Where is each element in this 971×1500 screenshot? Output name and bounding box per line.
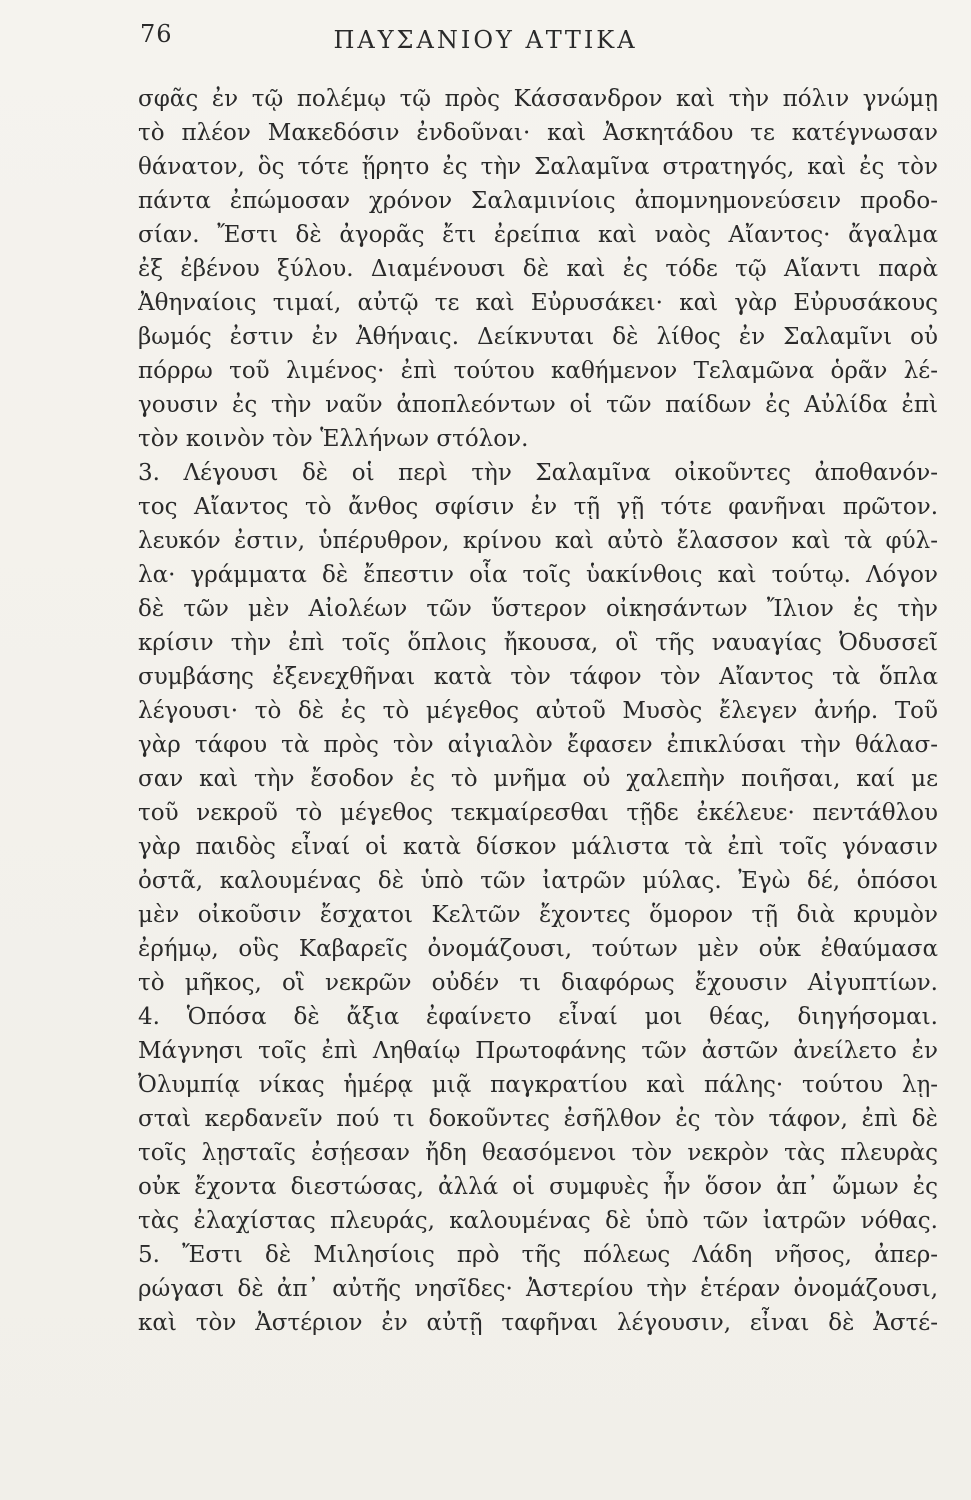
running-head: ΠΑΥΣΑΝΙΟΥ ΑΤΤΙΚΑ [333, 26, 638, 54]
text-line: οὐκ ἔχοντα διεστώσας, ἀλλά οἱ συμφυὲς ἦν ὅσον ἀπ᾽ ὤμων ἐς [138, 1174, 938, 1200]
text-line: τος Αἴαντος τὸ ἄνθος σφίσιν ἐν τῇ γῇ τότε φανῆναι πρῶτον. [138, 494, 938, 520]
text-line: βωμός ἐστιν ἐν Ἀθήναις. Δείκνυται δὲ λίθος ἐν Σαλαμῖνι οὐ [138, 324, 938, 350]
body-text [138, 82, 938, 1340]
text-line: σαν καὶ τὴν ἔσοδον ἐς τὸ μνῆμα οὐ χαλεπὴν ποιῆσαι, καί με [138, 766, 938, 792]
text-line: πόρρω τοῦ λιμένος· ἐπὶ τούτου καθήμενον Τελαμῶνα ὁρᾶν λέ- [138, 358, 938, 384]
text-line: τοῦ νεκροῦ τὸ μέγεθος τεκμαίρεσθαι τῇδε ἐκέλευε· πεντάθλου [138, 800, 938, 826]
text-line: Ἀθηναίοις τιμαί, αὐτῷ τε καὶ Εὐρυσάκει· καὶ γὰρ Εὐρυσάκους [138, 290, 938, 316]
text-line: μὲν οἰκοῦσιν ἔσχατοι Κελτῶν ἔχοντες ὅμορον τῇ διὰ κρυμὸν [138, 902, 938, 928]
text-line: λα· γράμματα δὲ ἔπεστιν οἷα τοῖς ὑακίνθοις καὶ τούτῳ. Λόγον [138, 562, 938, 588]
text-line: γὰρ παιδὸς εἶναί οἱ κατὰ δίσκον μάλιστα τὰ ἐπὶ τοῖς γόνασιν [138, 834, 938, 860]
text-line: 4. Ὁπόσα δὲ ἄξια ἐφαίνετο εἶναί μοι θέας, διηγήσομαι. [138, 1004, 938, 1030]
text-line: ρώγασι δὲ ἀπ᾽ αὐτῆς νησῖδες· Ἀστερίου τὴν ἑτέραν ὀνομάζουσι, [138, 1276, 938, 1302]
text-line: καὶ τὸν Ἀστέριον ἐν αὐτῇ ταφῆναι λέγουσιν, εἶναι δὲ Ἀστέ- [138, 1310, 938, 1336]
text-line: 5. Ἔστι δὲ Μιλησίοις πρὸ τῆς πόλεως Λάδη νῆσος, ἀπερ- [138, 1242, 938, 1268]
text-line: συμβάσης ἐξενεχθῆναι κατὰ τὸν τάφον τὸν Αἴαντος τὰ ὅπλα [138, 664, 938, 690]
text-line: 3. Λέγουσι δὲ οἱ περὶ τὴν Σαλαμῖνα οἰκοῦντες ἀποθανόν- [138, 460, 938, 486]
page-number: 76 [140, 20, 173, 48]
text-line: γουσιν ἐς τὴν ναῦν ἀποπλεόντων οἱ τῶν παίδων ἐς Αὐλίδα ἐπὶ [138, 392, 938, 418]
text-line: πάντα ἐπώμοσαν χρόνον Σαλαμινίοις ἀπομνημονεύσειν προδο- [138, 188, 938, 214]
text-line: λέγουσι· τὸ δὲ ἐς τὸ μέγεθος αὐτοῦ Μυσὸς ἔλεγεν ἀνήρ. Τοῦ [138, 698, 938, 724]
text-line: κρίσιν τὴν ἐπὶ τοῖς ὅπλοις ἤκουσα, οἳ τῆς ναυαγίας Ὀδυσσεῖ [138, 630, 938, 656]
text-line: γὰρ τάφου τὰ πρὸς τὸν αἰγιαλὸν ἔφασεν ἐπικλύσαι τὴν θάλασ- [138, 732, 938, 758]
text-line: Μάγνησι τοῖς ἐπὶ Ληθαίῳ Πρωτοφάνης τῶν ἀστῶν ἀνείλετο ἐν [138, 1038, 938, 1064]
text-line: λευκόν ἐστιν, ὑπέρυθρον, κρίνου καὶ αὐτὸ ἔλασσον καὶ τὰ φύλ- [138, 528, 938, 554]
text-line: σφᾶς ἐν τῷ πολέμῳ τῷ πρὸς Κάσσανδρον καὶ τὴν πόλιν γνώμῃ [138, 86, 938, 112]
text-line: ἐξ ἐβένου ξύλου. Διαμένουσι δὲ καὶ ἐς τόδε τῷ Αἴαντι παρὰ [138, 256, 938, 282]
text-line: σίαν. Ἔστι δὲ ἀγορᾶς ἔτι ἐρείπια καὶ ναὸς Αἴαντος· ἄγαλμα [138, 222, 938, 248]
text-line: τὸν κοινὸν τὸν Ἑλλήνων στόλον. [138, 426, 529, 452]
text-line: τὸ πλέον Μακεδόσιν ἐνδοῦναι· καὶ Ἀσκητάδου τε κατέγνωσαν [138, 120, 938, 146]
text-line: θάνατον, ὃς τότε ᾕρητο ἐς τὴν Σαλαμῖνα στρατηγός, καὶ ἐς τὸν [138, 154, 938, 180]
text-line: Ὀλυμπίᾳ νίκας ἡμέρᾳ μιᾷ παγκρατίου καὶ πάλης· τούτου λῃ- [138, 1072, 938, 1098]
text-line: ὀστᾶ, καλουμένας δὲ ὑπὸ τῶν ἰατρῶν μύλας. Ἐγὼ δέ, ὁπόσοι [138, 868, 938, 894]
text-line: σταὶ κερδανεῖν πού τι δοκοῦντες ἐσῆλθον ἐς τὸν τάφον, ἐπὶ δὲ [138, 1106, 938, 1132]
text-line: ἐρήμῳ, οὓς Καβαρεῖς ὀνομάζουσι, τούτων μὲν οὐκ ἐθαύμασα [138, 936, 938, 962]
text-line: τοῖς λῃσταῖς ἐσῄεσαν ἤδη θεασόμενοι τὸν νεκρὸν τὰς πλευρὰς [138, 1140, 938, 1166]
text-line: δὲ τῶν μὲν Αἰολέων τῶν ὕστερον οἰκησάντων Ἴλιον ἐς τὴν [138, 596, 938, 622]
text-line: τὰς ἐλαχίστας πλευράς, καλουμένας δὲ ὑπὸ τῶν ἰατρῶν νόθας. [138, 1208, 938, 1234]
text-line: τὸ μῆκος, οἳ νεκρῶν οὐδέν τι διαφόρως ἔχουσιν Αἰγυπτίων. [138, 970, 938, 996]
